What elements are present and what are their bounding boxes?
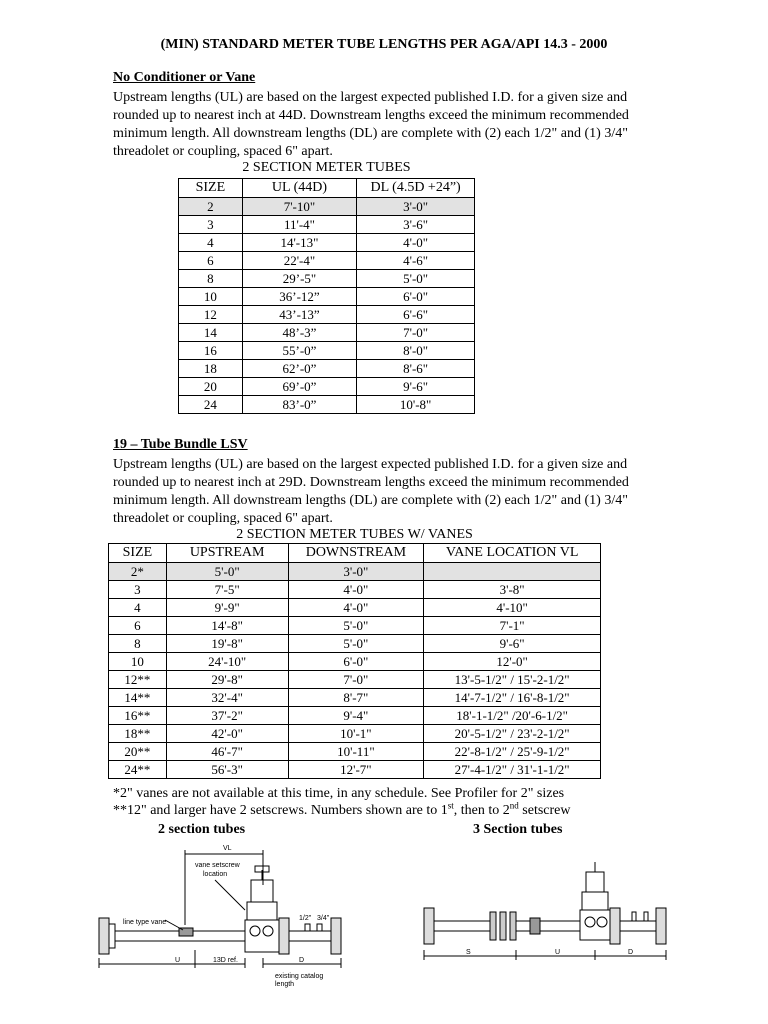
table-cell: 2: [179, 198, 243, 216]
table-cell: 4'-0": [288, 581, 424, 599]
table-row: [179, 342, 475, 360]
u-label: U: [175, 957, 181, 964]
table-row: [109, 743, 601, 761]
table-cell: 12: [179, 306, 243, 324]
table-cell: 8'-7": [288, 689, 424, 707]
table-cell: 9'-4": [288, 707, 424, 725]
table-cell: 14**: [109, 689, 167, 707]
table-cell: 43’-13”: [242, 306, 357, 324]
table-row: [179, 252, 475, 270]
table-cell: 46'-7": [166, 743, 288, 761]
table-cell: 9'-6": [357, 378, 475, 396]
section2-paragraph: [113, 456, 673, 528]
table-row: [109, 635, 601, 653]
table-header-row: [179, 179, 475, 198]
footnote-text: , then to 2: [453, 803, 510, 818]
table-row: [109, 725, 601, 743]
table-cell: 37'-2": [166, 707, 288, 725]
section1-paragraph: [113, 89, 673, 161]
table-cell: 5'-0": [288, 617, 424, 635]
table-cell: 7'-0": [357, 324, 475, 342]
section1-heading: No Conditioner or Vane: [113, 70, 256, 85]
table-row: [179, 378, 475, 396]
thirteen-d-label: 13D ref.: [213, 957, 238, 964]
table-row: [109, 617, 601, 635]
half-inch-label: 1/2": [299, 915, 312, 922]
table-cell: 8: [179, 270, 243, 288]
table-cell: 9'-9": [166, 599, 288, 617]
s-label: S: [466, 949, 471, 956]
table-cell: 7'-1": [424, 617, 601, 635]
table-cell: 24**: [109, 761, 167, 779]
table-cell: 10: [179, 288, 243, 306]
paragraph-line: minimum length. All downstream lengths (DL) are complete with (2) each 1/2" and (1) 3/4": [113, 126, 628, 141]
footnote-setscrews: [113, 800, 571, 819]
paragraph-line: Upstream lengths (UL) are based on the largest expected published I.D. for a given size and: [113, 90, 628, 105]
table-cell: 83’-0”: [242, 396, 357, 414]
table-row: [179, 234, 475, 252]
vane-setscrew-label: vane setscrew: [195, 862, 240, 869]
table-cell: 48’-3”: [242, 324, 357, 342]
column-header: SIZE: [109, 544, 167, 563]
table-row: [109, 689, 601, 707]
table-cell: 8: [109, 635, 167, 653]
table-cell: 20: [179, 378, 243, 396]
paragraph-line: minimum length. All downstream lengths (DL) are complete with (2) each 1/2" and (1) 3/4": [113, 493, 628, 508]
table-row: [179, 270, 475, 288]
table-cell: 56'-3": [166, 761, 288, 779]
table-cell: 5'-0": [166, 563, 288, 581]
column-header: UPSTREAM: [166, 544, 288, 563]
table-row: [179, 396, 475, 414]
column-header: DOWNSTREAM: [288, 544, 424, 563]
table-cell: 5'-0": [357, 270, 475, 288]
table-row: [109, 653, 601, 671]
table-cell: 2*: [109, 563, 167, 581]
table-row: [109, 761, 601, 779]
table-cell: 27'-4-1/2" / 31'-1-1/2": [424, 761, 601, 779]
table-cell: 12'-7": [288, 761, 424, 779]
table1: [178, 178, 475, 414]
table-cell: 4'-10": [424, 599, 601, 617]
three-section-tube-diagram: [420, 860, 670, 970]
vl-label: VL: [223, 845, 232, 852]
table-cell: 10'-11": [288, 743, 424, 761]
table-cell: 4'-0": [288, 599, 424, 617]
table-cell: 6: [109, 617, 167, 635]
table2: [108, 543, 601, 779]
table-cell: 55’-0”: [242, 342, 357, 360]
table-cell: 4: [179, 234, 243, 252]
table-cell: 22'-8-1/2" / 25'-9-1/2": [424, 743, 601, 761]
table-cell: 29’-5": [242, 270, 357, 288]
d-label: D: [299, 957, 305, 964]
column-header: UL (44D): [242, 179, 357, 198]
table-cell: 62’-0”: [242, 360, 357, 378]
table-cell: 12**: [109, 671, 167, 689]
table-cell: 7'-5": [166, 581, 288, 599]
table-cell: 24: [179, 396, 243, 414]
table-cell: 10'-1": [288, 725, 424, 743]
table-cell: 10: [109, 653, 167, 671]
table-cell: 6'-6": [357, 306, 475, 324]
three-quarter-inch-label: 3/4": [317, 915, 330, 922]
table-cell: 6'-0": [357, 288, 475, 306]
two-section-tube-diagram: [95, 840, 365, 990]
d-label: D: [628, 949, 634, 956]
table-cell: 9'-6": [424, 635, 601, 653]
column-header: DL (4.5D +24”): [357, 179, 475, 198]
footnote-text: **12" and larger have 2 setscrews. Numbers shown are to 1: [113, 803, 448, 818]
table-row: [179, 324, 475, 342]
paragraph-line: rounded up to nearest inch at 44D. Downstream lengths exceed the minimum recommended: [113, 108, 629, 123]
table-cell: 18'-1-1/2" /20'-6-1/2": [424, 707, 601, 725]
table-row: [179, 306, 475, 324]
paragraph-line: Upstream lengths (UL) are based on the largest expected published I.D. for a given size and: [113, 457, 628, 472]
table-cell: 42'-0": [166, 725, 288, 743]
table-cell: 3'-0": [288, 563, 424, 581]
table-cell: 12'-0": [424, 653, 601, 671]
table-cell: 4'-6": [357, 252, 475, 270]
table-cell: 22'-4": [242, 252, 357, 270]
existing-catalog-label: existing catalog: [275, 973, 324, 980]
table-cell: 69’-0”: [242, 378, 357, 396]
table-cell: 3: [179, 216, 243, 234]
table-cell: 8'-6": [357, 360, 475, 378]
table-row: [109, 581, 601, 599]
paragraph-line: threadolet or coupling, spaced 6" apart.: [113, 144, 333, 159]
footnote-superscript: nd: [509, 800, 519, 811]
table-cell: 7'-0": [288, 671, 424, 689]
table-cell: 32'-4": [166, 689, 288, 707]
page-title: (MIN) STANDARD METER TUBE LENGTHS PER AGA/API 14.3 - 2000: [160, 37, 608, 52]
table-row: [179, 288, 475, 306]
table-row: [109, 707, 601, 725]
footnote-text: setscrew: [518, 803, 571, 818]
table-cell: 14'-8": [166, 617, 288, 635]
table-cell: 4: [109, 599, 167, 617]
table-cell: 14'-13": [242, 234, 357, 252]
column-header: VANE LOCATION VL: [424, 544, 601, 563]
table-cell: 20'-5-1/2" / 23'-2-1/2": [424, 725, 601, 743]
table-cell: 24'-10": [166, 653, 288, 671]
table-cell: 11'-4": [242, 216, 357, 234]
diagram-right-title: 3 Section tubes: [473, 822, 563, 837]
table2-caption: 2 SECTION METER TUBES W/ VANES: [236, 527, 473, 542]
table-header-row: [109, 544, 601, 563]
table-cell: 5'-0": [288, 635, 424, 653]
table-cell: 18: [179, 360, 243, 378]
table-row: [179, 198, 475, 216]
table-row: [109, 599, 601, 617]
footnote-vanes: *2" vanes are not available at this time, in any schedule. See Profiler for 2" sizes: [113, 786, 565, 801]
line-type-vane-label: line type vane: [123, 919, 167, 926]
u-label: U: [555, 949, 561, 956]
table-cell: 29'-8": [166, 671, 288, 689]
table-cell: 18**: [109, 725, 167, 743]
table-cell: 20**: [109, 743, 167, 761]
table-cell: 13'-5-1/2" / 15'-2-1/2": [424, 671, 601, 689]
table-cell: 6'-0": [288, 653, 424, 671]
table-cell: 4'-0": [357, 234, 475, 252]
footnote-superscript: st: [447, 800, 454, 811]
table-cell: 14: [179, 324, 243, 342]
location-label: location: [203, 871, 228, 878]
table-cell: 6: [179, 252, 243, 270]
table-row: [179, 216, 475, 234]
table-cell: 3'-0": [357, 198, 475, 216]
table-row: [109, 671, 601, 689]
table-cell: 16**: [109, 707, 167, 725]
length-label: length: [275, 981, 295, 988]
table-cell: 3'-6": [357, 216, 475, 234]
paragraph-line: rounded up to nearest inch at 29D. Downstream lengths exceed the minimum recommended: [113, 475, 629, 490]
table-cell: 10'-8": [357, 396, 475, 414]
section2-heading: 19 – Tube Bundle LSV: [113, 437, 248, 452]
column-header: SIZE: [179, 179, 243, 198]
table-cell: 14'-7-1/2" / 16'-8-1/2": [424, 689, 601, 707]
diagram-left-title: 2 section tubes: [158, 822, 246, 837]
table1-caption: 2 SECTION METER TUBES: [242, 160, 411, 175]
table-cell: 8'-0": [357, 342, 475, 360]
table-cell: 7'-10": [242, 198, 357, 216]
table-row: [109, 563, 601, 581]
table-cell: 16: [179, 342, 243, 360]
table-row: [179, 360, 475, 378]
table-cell: 3'-8": [424, 581, 601, 599]
table-cell: 3: [109, 581, 167, 599]
table-cell: [424, 563, 601, 581]
table-cell: 36’-12”: [242, 288, 357, 306]
table-cell: 19'-8": [166, 635, 288, 653]
paragraph-line: threadolet or coupling, spaced 6" apart.: [113, 511, 333, 526]
